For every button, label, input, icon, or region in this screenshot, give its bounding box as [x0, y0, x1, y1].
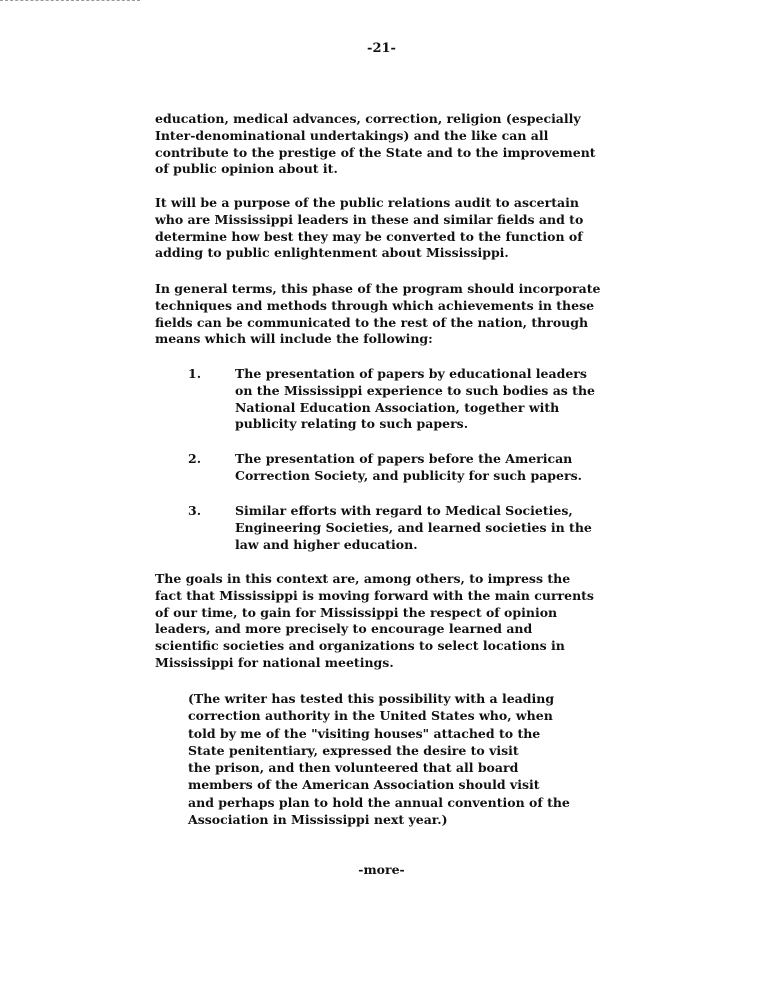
- page-number: -21-: [367, 41, 396, 56]
- text-line: on the Mississippi experience to such bodies as the: [235, 382, 595, 398]
- text-line: education, medical advances, correction, religion (especially: [155, 111, 581, 126]
- text-line: contribute to the prestige of the State and to the improvement: [155, 144, 596, 160]
- text-line: techniques and methods through which achievements in these: [155, 297, 595, 313]
- text-line: Inter-denominational undertakings) and the like can all: [155, 127, 549, 143]
- text-line: members of the American Association should visit: [188, 777, 540, 793]
- text-line: means which will include the following:: [155, 331, 433, 347]
- scan-edge-rule: [0, 0, 140, 1]
- text-line: fact that Mississippi is moving forward with the main currents: [155, 587, 594, 603]
- text-line: Similar efforts with regard to Medical Societies,: [235, 503, 573, 518]
- text-line: It will be a purpose of the public relations audit to ascertain: [155, 195, 579, 210]
- text-line: The presentation of papers before the American: [235, 451, 573, 466]
- text-line: fields can be communicated to the rest of the nation, through: [155, 314, 589, 330]
- text-line: In general terms, this phase of the program should incorporate: [155, 281, 601, 296]
- text-line: State penitentiary, expressed the desire to visit: [188, 742, 519, 758]
- text-line: publicity relating to such papers.: [235, 416, 469, 432]
- text-line: of our time, to gain for Mississippi the respect of opinion: [155, 604, 558, 620]
- paragraph-2: [155, 195, 645, 262]
- text-line: adding to public enlightenment about Mississippi.: [155, 245, 509, 261]
- text-line: who are Mississippi leaders in these and similar fields and to: [155, 211, 584, 227]
- list-number: 1.: [188, 366, 202, 381]
- text-line: correction authority in the United States who, when: [188, 708, 553, 724]
- text-line: The presentation of papers by educational leaders: [235, 366, 587, 381]
- text-line: and perhaps plan to hold the annual convention of the: [188, 794, 570, 810]
- text-line: Engineering Societies, and learned societies in the: [235, 519, 592, 535]
- list-text: [235, 503, 592, 553]
- parenthetical-note: [188, 690, 628, 828]
- list-number: 2.: [188, 451, 202, 466]
- text-line: law and higher education.: [235, 536, 418, 552]
- text-line: leaders, and more precisely to encourage learned and: [155, 621, 533, 637]
- list-number: 3.: [188, 503, 202, 518]
- text-line: Correction Society, and publicity for such papers.: [235, 467, 582, 483]
- text-line: (The writer has tested this possibility with a leading: [188, 691, 555, 706]
- text-line: The goals in this context are, among others, to impress the: [155, 571, 571, 586]
- list-text: [235, 366, 595, 433]
- text-line: National Education Association, together with: [235, 399, 560, 415]
- text-line: Mississippi for national meetings.: [155, 654, 394, 670]
- paragraph-1: [155, 111, 645, 178]
- text-line: Association in Mississippi next year.): [188, 812, 448, 828]
- continuation-marker: -more-: [358, 862, 405, 877]
- text-line: the prison, and then volunteered that all board: [188, 760, 519, 776]
- paragraph-3: [155, 281, 645, 348]
- text-line: scientific societies and organizations to select locations in: [155, 638, 565, 654]
- paragraph-4: [155, 571, 645, 672]
- text-line: determine how best they may be converted to the function of: [155, 228, 583, 244]
- text-line: of public opinion about it.: [155, 161, 338, 177]
- text-line: told by me of the "visiting houses" attached to the: [188, 725, 541, 741]
- list-text: [235, 451, 582, 485]
